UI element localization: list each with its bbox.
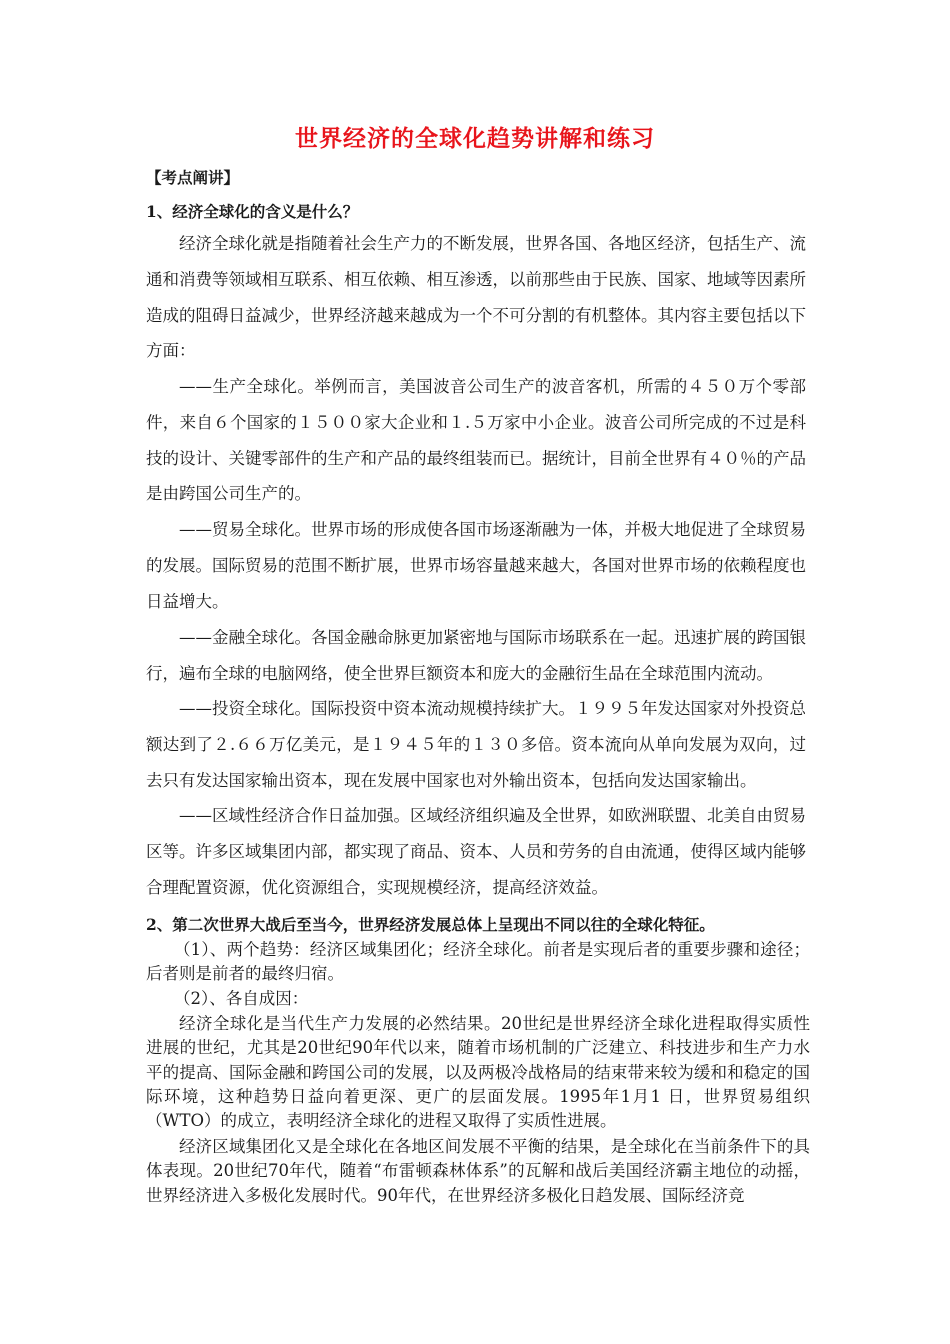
q1-paragraph-trade: ——贸易全球化。世界市场的形成使各国市场逐渐融为一体，并极大地促进了全球贸易的发展。国际贸易的范围不断扩展，世界市场容量越来越大，各国对世界市场的依赖程度也日益增大。	[146, 520, 806, 611]
q2-paragraph-causes-label: （2）、各自成因：	[174, 989, 309, 1008]
q2-paragraph-globalization-cause: 经济全球化是当代生产力发展的必然结果。20世纪是世界经济全球化进程取得实质性进展的世纪，尤其是20世纪90年代以来，随着市场机制的广泛建立、科技进步和生产力水平的提高、国际金融和跨国公司的发展，以及两极冷战格局的结束带来较为缓和和稳定的国际环境，这种趋势日益向着更深、更广的层面发展。1995年1月1 日，世界贸易组织（WTO）的成立，表明经济全球化的进程又取得了实质性进展。	[146, 1014, 810, 1131]
q1-paragraph-finance: ——金融全球化。各国金融命脉更加紧密地与国际市场联系在一起。迅速扩展的跨国银行，遍布全球的电脑网络，使全世界巨额资本和庞大的金融衍生品在全球范围内流动。	[146, 628, 806, 683]
document-title: 世界经济的全球化趋势讲解和练习	[295, 125, 655, 152]
question-1-heading: 1、经济全球化的含义是什么？	[146, 202, 359, 221]
q2-paragraph-trends: （1）、两个趋势：经济区域集团化；经济全球化。前者是实现后者的重要步骤和途径；后者则是前者的最终归宿。	[146, 940, 810, 984]
question-2-heading: 2、第二次世界大战后至当今，世界经济发展总体上呈现出不同以往的全球化特征。	[146, 915, 715, 934]
section-label: 【考点阐讲】	[146, 168, 240, 187]
q1-paragraph-regional: ——区域性经济合作日益加强。区域经济组织遍及全世界，如欧洲联盟、北美自由贸易区等。许多区域集团内部，都实现了商品、资本、人员和劳务的自由流通，使得区域内能够合理配置资源，优化资源组合，实现规模经济，提高经济效益。	[146, 806, 806, 897]
q1-paragraph-investment: ——投资全球化。国际投资中资本流动规模持续扩大。１９９５年发达国家对外投资总额达到了２.６６万亿美元，是１９４５年的１３０多倍。资本流向从单向发展为双向，过去只有发达国家输出资本，现在发展中国家也对外输出资本，包括向发达国家输出。	[146, 699, 806, 790]
q1-paragraph-production: ——生产全球化。举例而言，美国波音公司生产的波音客机，所需的４５０万个零部件，来自６个国家的１５００家大企业和１.５万家中小企业。波音公司所完成的不过是科技的设计、关键零部件的生产和产品的最终组装而已。据统计，目前全世界有４０％的产品是由跨国公司生产的。	[146, 377, 806, 504]
q1-paragraph-definition: 经济全球化就是指随着社会生产力的不断发展，世界各国、各地区经济，包括生产、流通和消费等领域相互联系、相互依赖、相互渗透，以前那些由于民族、国家、地域等因素所造成的阻碍日益减少，世界经济越来越成为一个不可分割的有机整体。其内容主要包括以下方面：	[146, 234, 806, 361]
q2-paragraph-regionalization-cause: 经济区域集团化又是全球化在各地区间发展不平衡的结果，是全球化在当前条件下的具体表现。20世纪70年代，随着“布雷顿森林体系”的瓦解和战后美国经济霸主地位的动摇，世界经济进入多极化发展时代。90年代，在世界经济多极化日趋发展、国际经济竞	[146, 1137, 810, 1205]
